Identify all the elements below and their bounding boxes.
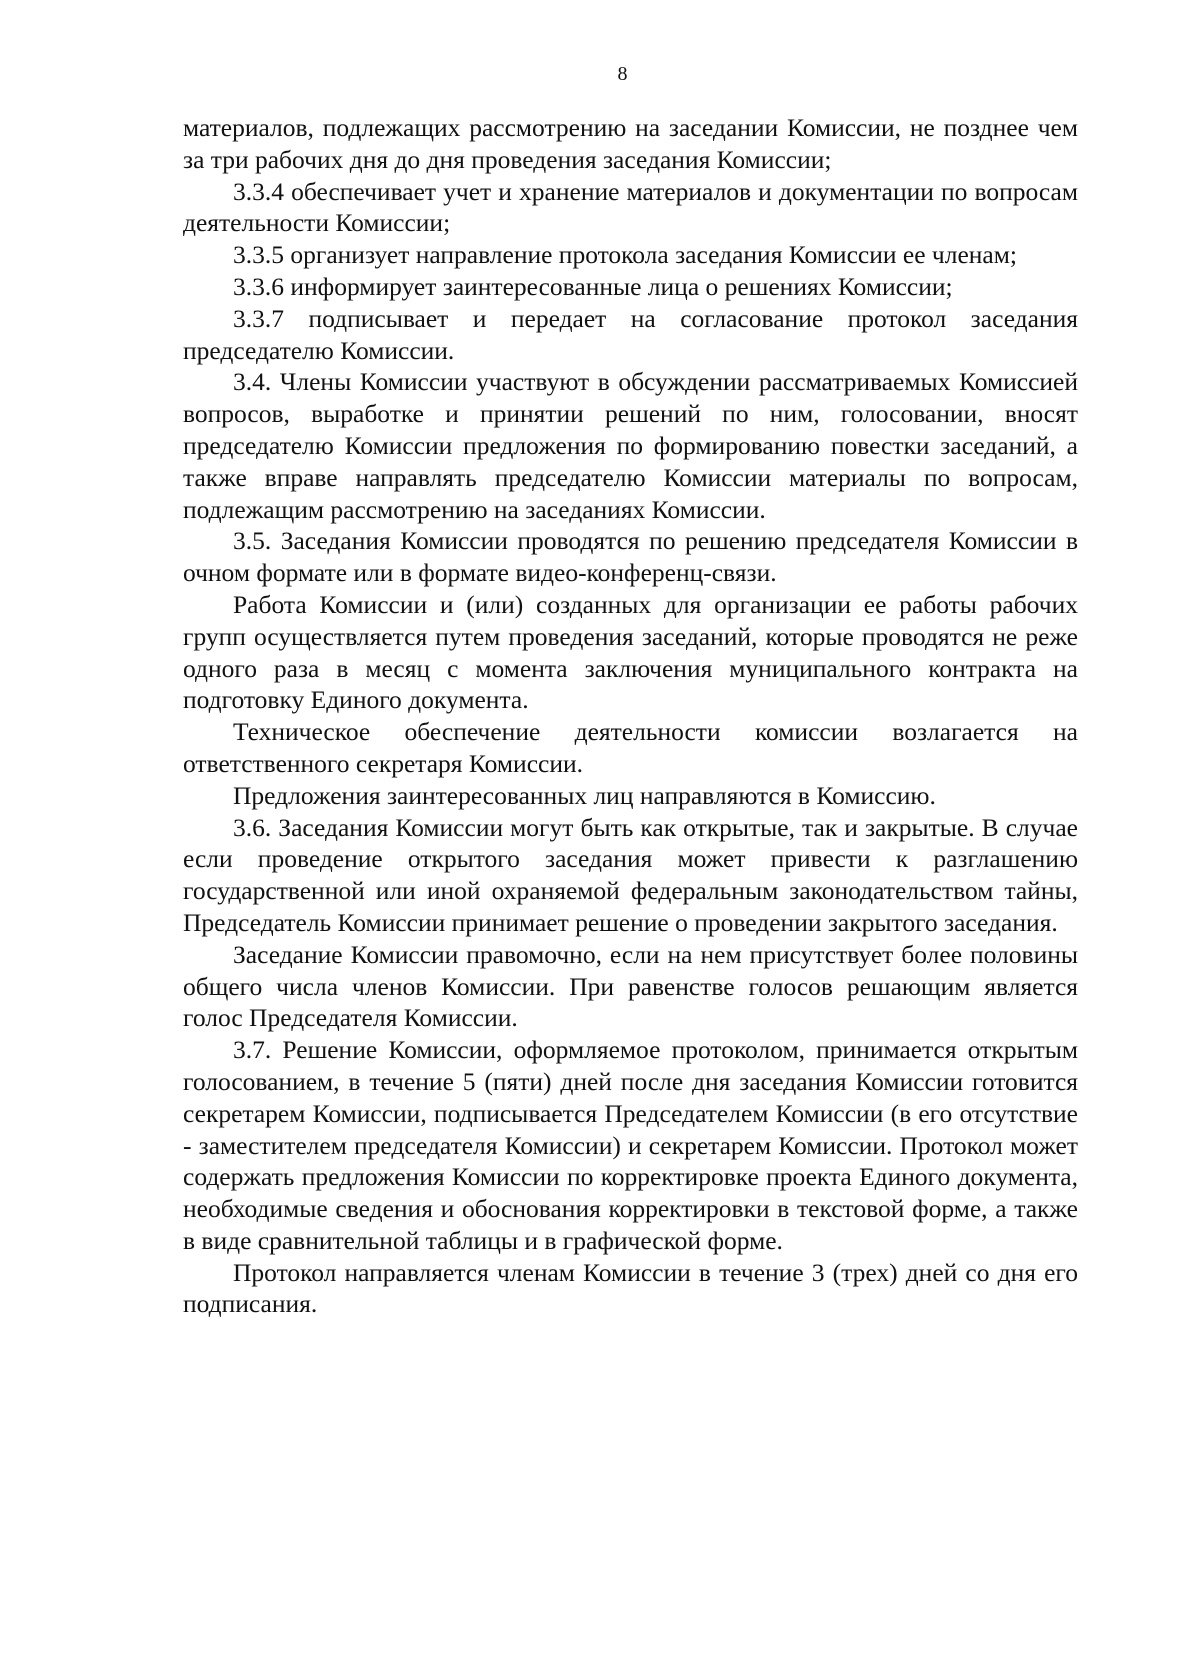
page-number: 8	[617, 63, 628, 85]
paragraph: 3.7. Решение Комиссии, оформляемое протоколом, принимается открытым голосованием, в течение 5 (пяти) дней после дня заседания Комиссии готовится секретарем Комиссии, подписывается Председателем Комиссии (в его отсутствие - заместителем председателя Комиссии) и секретарем Комиссии. Протокол может содержать предложения Комиссии по корректировке проекта Единого документа, необходимые сведения и обоснования корректировки в текстовой форме, а также в виде сравнительной таблицы и в графической форме.	[183, 1035, 1078, 1255]
paragraph: Протокол направляется членам Комиссии в течение 3 (трех) дней со дня его подписания.	[183, 1257, 1078, 1319]
paragraph: 3.4. Члены Комиссии участвуют в обсуждении рассматриваемых Комиссией вопросов, выработке и принятии решений по ним, голосовании, вносят председателю Комиссии предложения по формированию повестки заседаний, а также вправе направлять председателю Комиссии материалы по вопросам, подлежащим рассмотрению на заседаниях Комиссии.	[183, 367, 1078, 524]
paragraph: Предложения заинтересованных лиц направляются в Комиссию.	[233, 780, 936, 810]
paragraph: 3.5. Заседания Комиссии проводятся по решению председателя Комиссии в очном формате или в формате видео-конференц-связи.	[183, 526, 1078, 588]
paragraph: материалов, подлежащих рассмотрению на заседании Комиссии, не позднее чем за три рабочих дня до дня проведения заседания Комиссии;	[183, 113, 1078, 174]
paragraph: Техническое обеспечение деятельности комиссии возлагается на ответственного секретаря Комиссии.	[183, 717, 1078, 778]
paragraph: Заседание Комиссии правомочно, если на нем присутствует более половины общего числа членов Комиссии. При равенстве голосов решающим является голос Председателя Комиссии.	[183, 939, 1078, 1033]
paragraph: 3.3.6 информирует заинтересованные лица о решениях Комиссии;	[233, 271, 953, 301]
document-body	[183, 112, 1078, 1320]
paragraph: 3.3.5 организует направление протокола заседания Комиссии ее членам;	[233, 240, 1017, 270]
paragraph: 3.3.4 обеспечивает учет и хранение материалов и документации по вопросам деятельности Комиссии;	[183, 176, 1078, 238]
paragraph: Работа Комиссии и (или) созданных для организации ее работы рабочих групп осуществляется путем проведения заседаний, которые проводятся не реже одного раза в месяц с момента заключения муниципального контракта на подготовку Единого документа.	[183, 589, 1078, 715]
paragraph: 3.6. Заседания Комиссии могут быть как открытые, так и закрытые. В случае если проведение открытого заседания может привести к разглашению государственной или иной охраняемой федеральным законодательством тайны, Председатель Комиссии принимает решение о проведении закрытого заседания.	[183, 812, 1078, 937]
paragraph: 3.3.7 подписывает и передает на согласование протокол заседания председателю Комиссии.	[183, 303, 1078, 365]
